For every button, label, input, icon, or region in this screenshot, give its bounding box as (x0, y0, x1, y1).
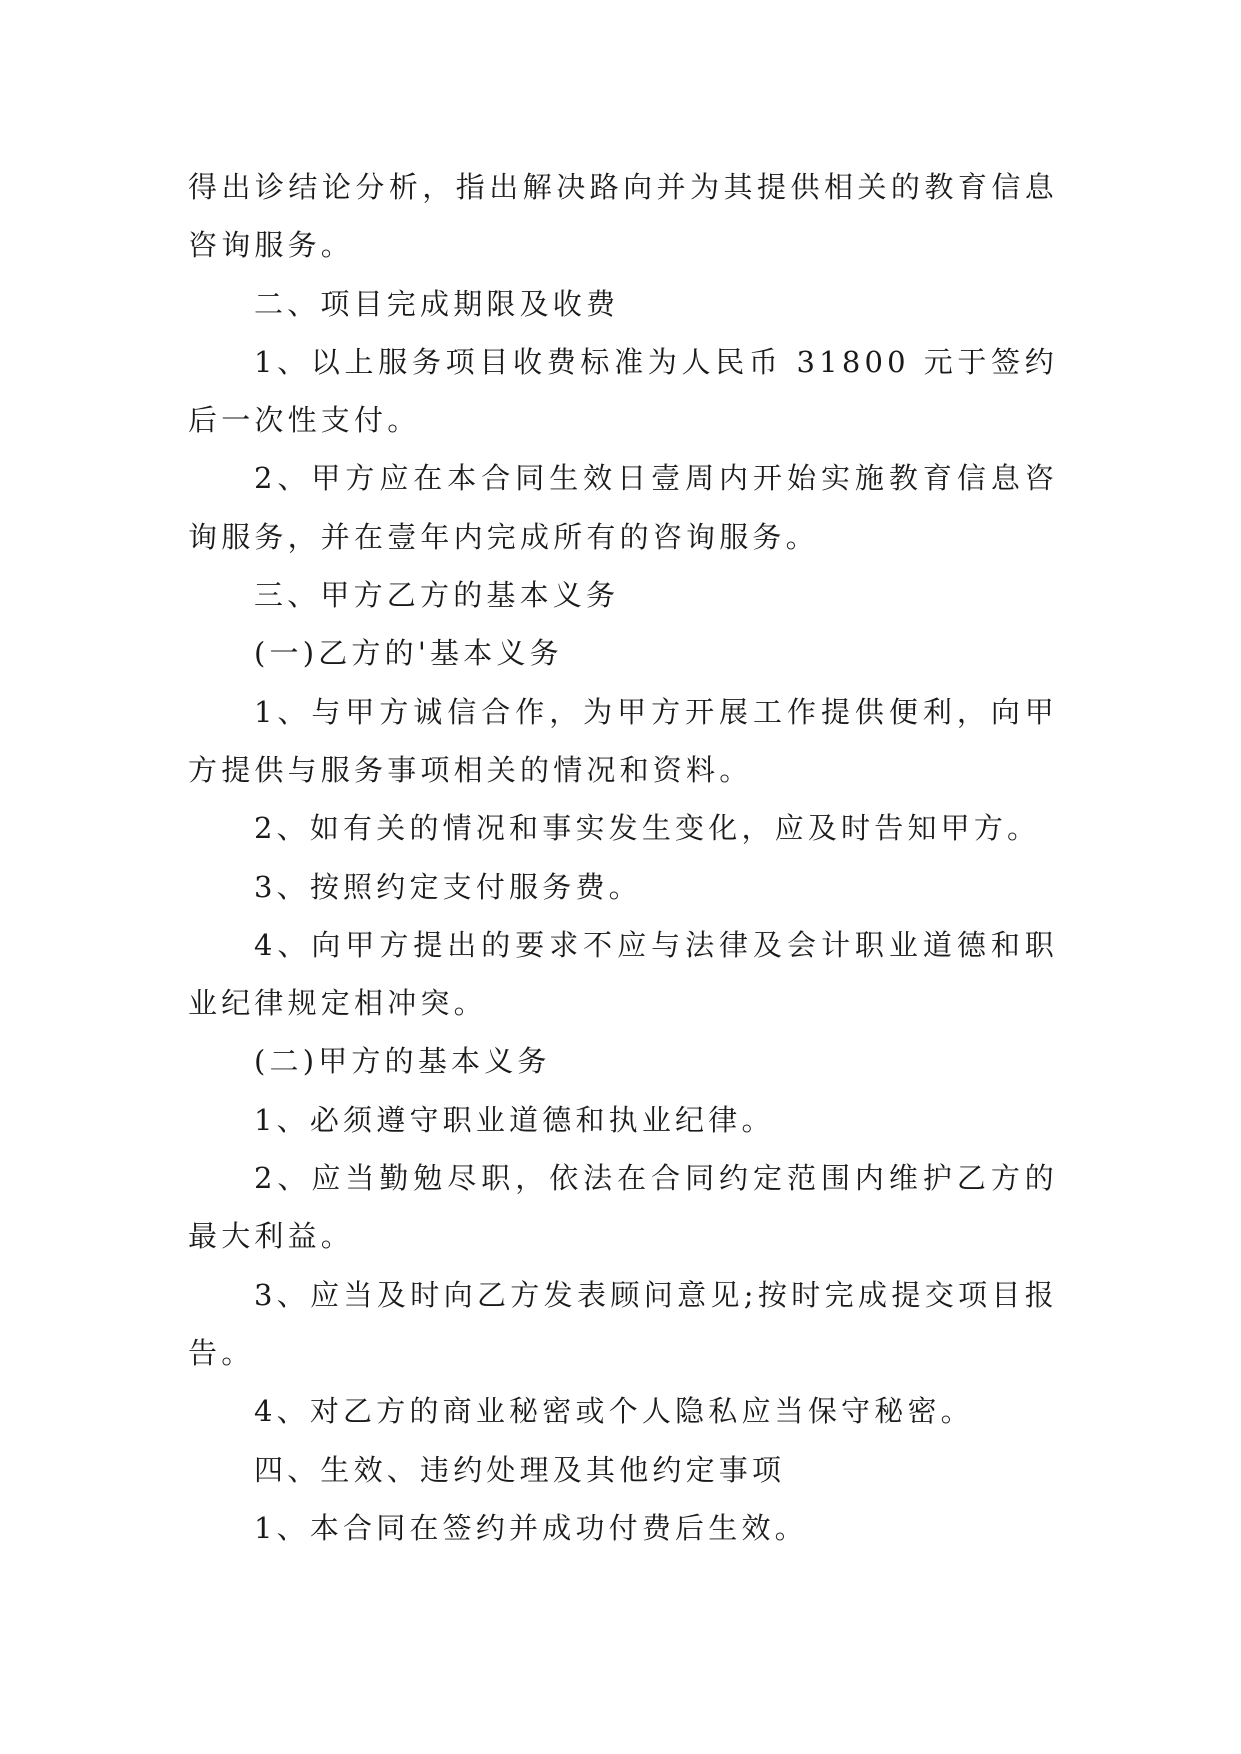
clause-party-a-4: 4、对乙方的商业秘密或个人隐私应当保守秘密。 (254, 1394, 974, 1429)
clause-party-a-1: 1、必须遵守职业道德和执业纪律。 (254, 1102, 775, 1137)
clause-party-a-2: 2、应当勤勉尽职，依法在合同约定范围内维护乙方的最大利益。 (188, 1161, 1058, 1254)
clause-party-b-1: 1、与甲方诚信合作，为甲方开展工作提供便利，向甲方提供与服务事项相关的情况和资料。 (188, 694, 1058, 787)
subsection-heading-party-b: (一)乙方的'基本义务 (254, 636, 563, 671)
paragraph-continuation: 得出诊结论分析，指出解决路向并为其提供相关的教育信息咨询服务。 (188, 170, 1058, 263)
clause-party-b-2: 2、如有关的情况和事实发生变化，应及时告知甲方。 (254, 811, 1041, 846)
clause-party-b-3: 3、按照约定支付服务费。 (254, 869, 642, 904)
section-heading-4: 四、生效、违约处理及其他约定事项 (254, 1452, 786, 1487)
section-heading-2: 二、项目完成期限及收费 (254, 286, 620, 321)
subsection-heading-party-a: (二)甲方的基本义务 (254, 1044, 551, 1079)
clause-fee-standard: 1、以上服务项目收费标准为人民币 31800 元于签约后一次性支付。 (188, 344, 1058, 438)
document-body (188, 158, 1058, 1557)
clause-effective: 1、本合同在签约并成功付费后生效。 (254, 1510, 808, 1545)
clause-service-period: 2、甲方应在本合同生效日壹周内开始实施教育信息咨询服务，并在壹年内完成所有的咨询服务。 (188, 461, 1058, 554)
clause-party-a-3: 3、应当及时向乙方发表顾问意见;按时完成提交项目报告。 (188, 1277, 1058, 1370)
section-heading-3: 三、甲方乙方的基本义务 (254, 578, 620, 613)
clause-party-b-4: 4、向甲方提出的要求不应与法律及会计职业道德和职业纪律规定相冲突。 (188, 927, 1058, 1021)
